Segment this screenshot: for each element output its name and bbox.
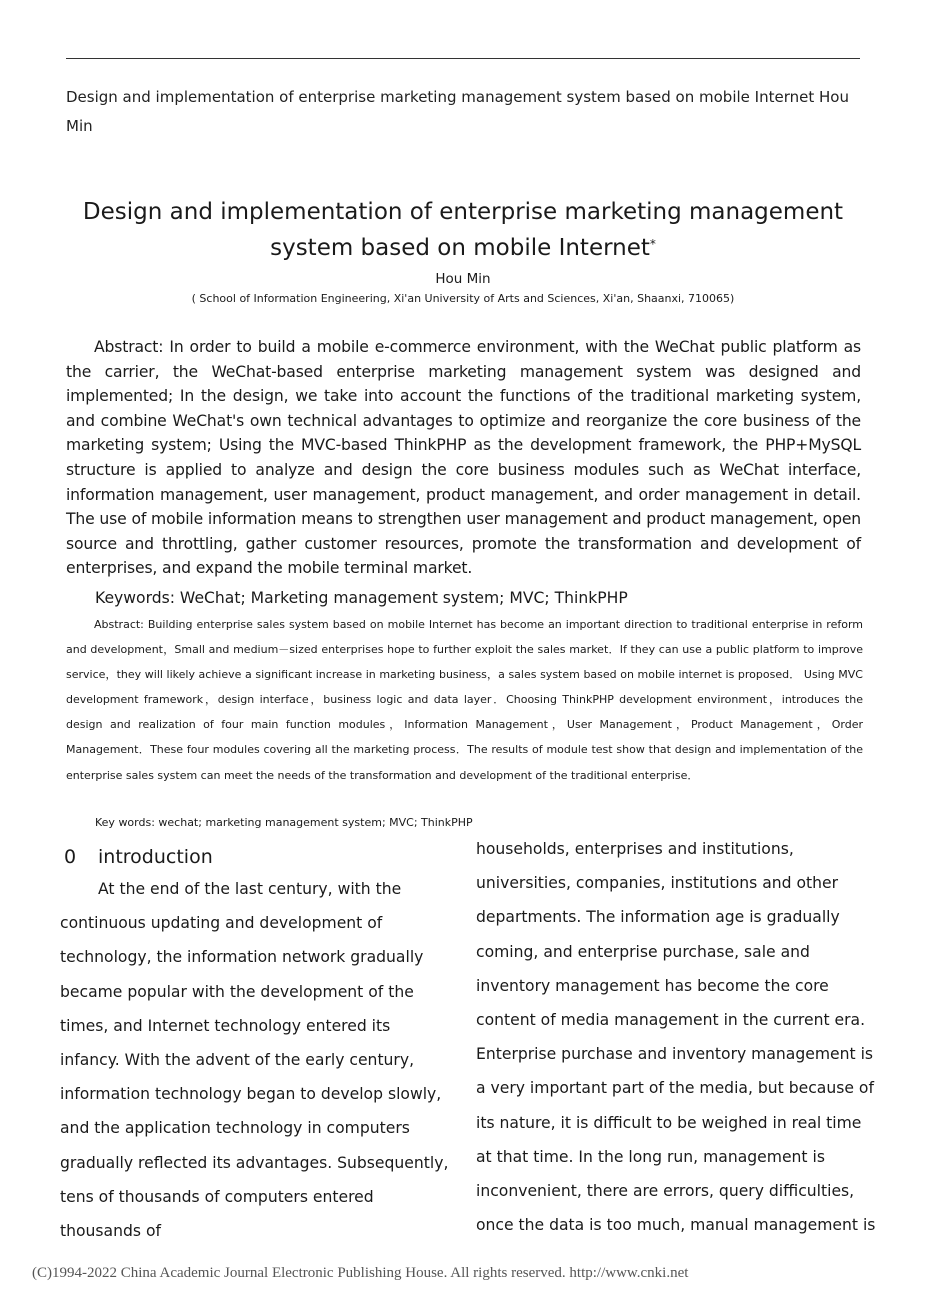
title-line-2 <box>66 230 860 266</box>
body-column-left: At the end of the last century, with the continuous updating and development of technology, the information network gradually became popular with the development of the times, and Internet technology entered its infancy. With the advent of the early century, information technology began to develop slowly, and the application technology in computers gradually reflected its advantages. Subsequently, tens of thousands of computers entered thousands of <box>60 880 449 1241</box>
keywords-english: Key words: wechat; marketing management system; MVC; ThinkPHP <box>95 816 473 829</box>
abstract-english: Abstract: Building enterprise sales system based on mobile Internet has become an important direction to traditional enterprise in reform and development，Small and medium－sized enterprises hope to further exploit the sales market．If they can use a public platform to improve service，they will likely achieve a significant increase in marketing business，a sales system based on mobile internet is proposed． Using MVC development framework，design interface，business logic and data layer．Choosing ThinkPHP development environment，introduces the design and realization of four main function modules，Information Management，User Management，Product Management，Order Management．These four modules covering all the marketing process．The results of module test show that design and implementation of the enterprise sales system can meet the needs of the transformation and development of the traditional enterprise． <box>66 618 863 782</box>
header-rule <box>66 58 860 59</box>
author: Hou Min <box>435 271 491 287</box>
title-line-2-text: system based on mobile Internet <box>270 235 650 261</box>
copyright-footer: (C)1994-2022 China Academic Journal Electronic Publishing House. All rights reserved. http://www.cnki.net <box>32 1265 689 1281</box>
section-number: 0 <box>64 846 77 868</box>
running-header: Design and implementation of enterprise marketing management system based on mobile Internet Hou Min <box>66 88 849 135</box>
section-heading <box>64 842 464 872</box>
paper-title <box>66 194 860 266</box>
body-column-right: households, enterprises and institutions, universities, companies, institutions and other departments. The information age is gradually coming, and enterprise purchase, sale and inventory management has become the core content of media management in the current era. Enterprise purchase and inventory management is a very important part of the media, but because of its nature, it is difficult to be weighed in real time at that time. In the long run, management is inconvenient, there are errors, query difficulties, once the data is too much, manual management is <box>476 840 876 1235</box>
title-line-1: Design and implementation of enterprise marketing management <box>82 199 844 225</box>
title-footnote-mark: * <box>649 237 656 251</box>
section-title: introduction <box>98 846 213 868</box>
abstract-translated: Abstract: In order to build a mobile e-commerce environment, with the WeChat public platform as the carrier, the WeChat-based enterprise marketing management system was designed and implemented; In the design, we take into account the functions of the traditional marketing system, and combine WeChat's own technical advantages to optimize and reorganize the core business of the marketing system; Using the MVC-based ThinkPHP as the development framework, the PHP+MySQL structure is applied to analyze and design the core business modules such as WeChat interface, information management, user management, product management, and order management in detail. The use of mobile information means to strengthen user management and product management, open source and throttling, gather customer resources, promote the transformation and development of enterprises, and expand the mobile terminal market. <box>66 338 861 578</box>
affiliation: ( School of Information Engineering, Xi'an University of Arts and Sciences, Xi'an, Shaanxi, 710065) <box>191 292 735 305</box>
keywords-translated: Keywords: WeChat; Marketing management system; MVC; ThinkPHP <box>95 589 628 607</box>
